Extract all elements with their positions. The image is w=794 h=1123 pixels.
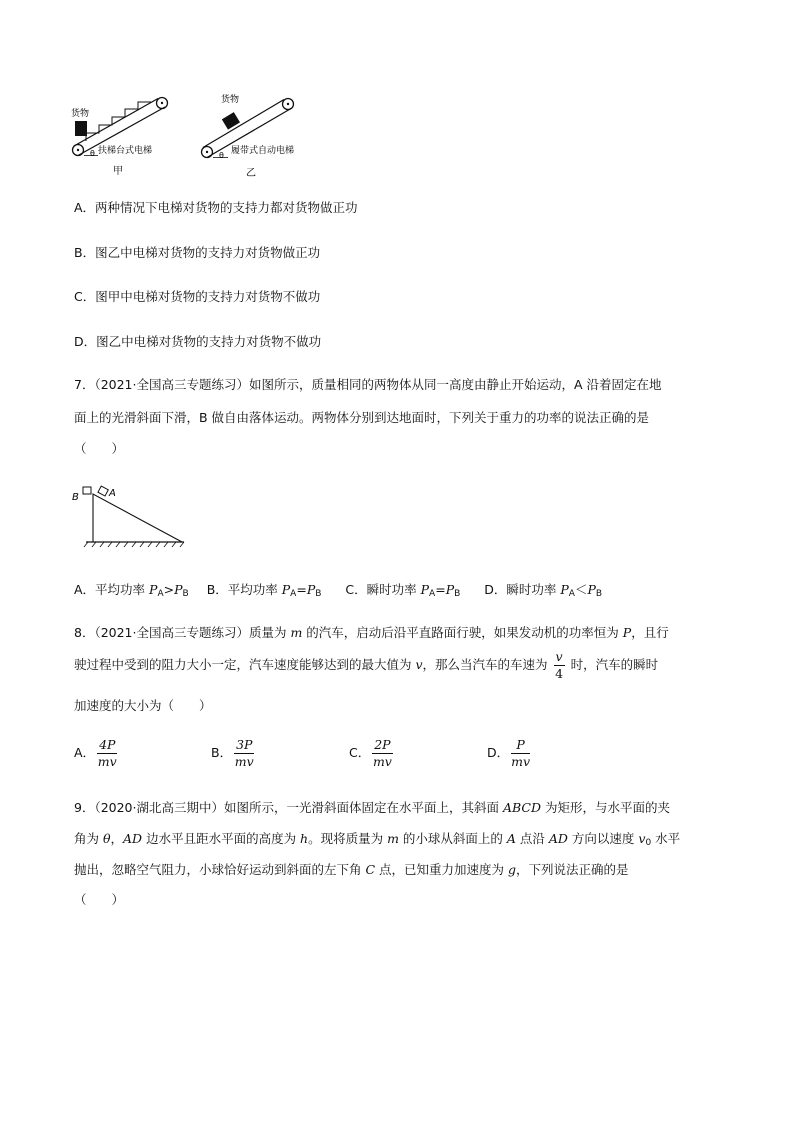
figure-label-yi: 乙 [246,168,256,179]
stair-escalator-diagram [71,98,168,178]
svg-text:θ: θ [219,151,224,160]
escalator-figure [68,90,318,180]
svg-text:θ: θ [90,149,95,158]
q9-stem-line4: （ ） [74,892,125,907]
q6-option-a: A．两种情况下电梯对货物的支持力都对货物做正功 [74,200,358,215]
q8-stem-line3: 加速度的大小为（ ） [74,698,212,713]
q7-stem-line1: 7．（2021·全国高三专题练习）如图所示，质量相同的两物体从同一高度由静止开始运动，A 沿着固定在地 [74,377,662,392]
stair-escalator-caption: 扶梯台式电梯 [98,146,153,156]
block-b [83,487,91,494]
q8-option-c: C． $\frac{2P}{mv}$ [349,737,392,769]
q7-options [74,580,602,604]
cargo-block-left [75,121,87,136]
q7-option-d: D．瞬时功率 $P_A<P_B$ [484,582,603,599]
speed-fraction: $\frac{v}{4}$ [555,649,564,681]
label-a: A [109,488,116,499]
label-b: B [72,492,79,503]
q7-option-c: C．瞬时功率 $P_A=P_B$ [345,582,461,599]
q8-option-a: A． $\frac{4P}{mv}$ [74,737,117,769]
q9-stem-line2: 角为 θ，AD 边水平且距水平面的高度为 h。现将质量为 m 的小球从斜面上的 A 点沿 AD 方向以速度 $v_0$ 水平 [74,831,681,848]
belt-escalator-caption: 履带式自动电梯 [231,146,295,156]
incline-figure [68,480,193,550]
q9-stem-line1: 9．（2020·湖北高三期中）如图所示，一光滑斜面体固定在水平面上，其斜面 ABCD 为矩形，与水平面的夹 [74,800,670,815]
belt-escalator-diagram [202,93,295,179]
cargo-label-left: 货物 [71,109,90,119]
q7-stem-line2: 面上的光滑斜面下滑，B 做自由落体运动。两物体分别到达地面时，下列关于重力的功率的说法正确的是 [74,410,650,425]
q7-stem-line3: （ ） [74,441,125,456]
q8-stem-line1: 8．（2021·全国高三专题练习）质量为 m 的汽车，启动后沿平直路面行驶，如果发动机的功率恒为 P，且行 [74,625,669,640]
q8-option-b: B． $\frac{3P}{mv}$ [211,737,254,769]
block-a [98,486,108,496]
q9-stem-line3: 抛出，忽略空气阻力，小球恰好运动到斜面的左下角 C 点，已知重力加速度为 g，下列说法正确的是 [74,862,629,877]
q6-option-c: C．图甲中电梯对货物的支持力对货物不做功 [74,289,321,304]
q6-option-b: B．图乙中电梯对货物的支持力对货物做正功 [74,245,321,260]
q8-stem-line2: 驶过程中受到的阻力大小一定，汽车速度能够达到的最大值为 v，那么当汽车的车速为 $\frac{v}{4}$ 时，汽车的瞬时 [74,649,659,681]
q7-option-b: B．平均功率 $P_A=P_B$ [206,582,322,599]
q7-option-a: A．平均功率 $P_A>P_B$ [74,582,189,599]
q8-option-d: D． $\frac{P}{mv}$ [487,737,531,769]
q6-option-d: D．图乙中电梯对货物的支持力对货物不做功 [74,334,322,349]
figure-label-jia: 甲 [113,166,123,177]
cargo-label-right: 货物 [221,95,240,105]
